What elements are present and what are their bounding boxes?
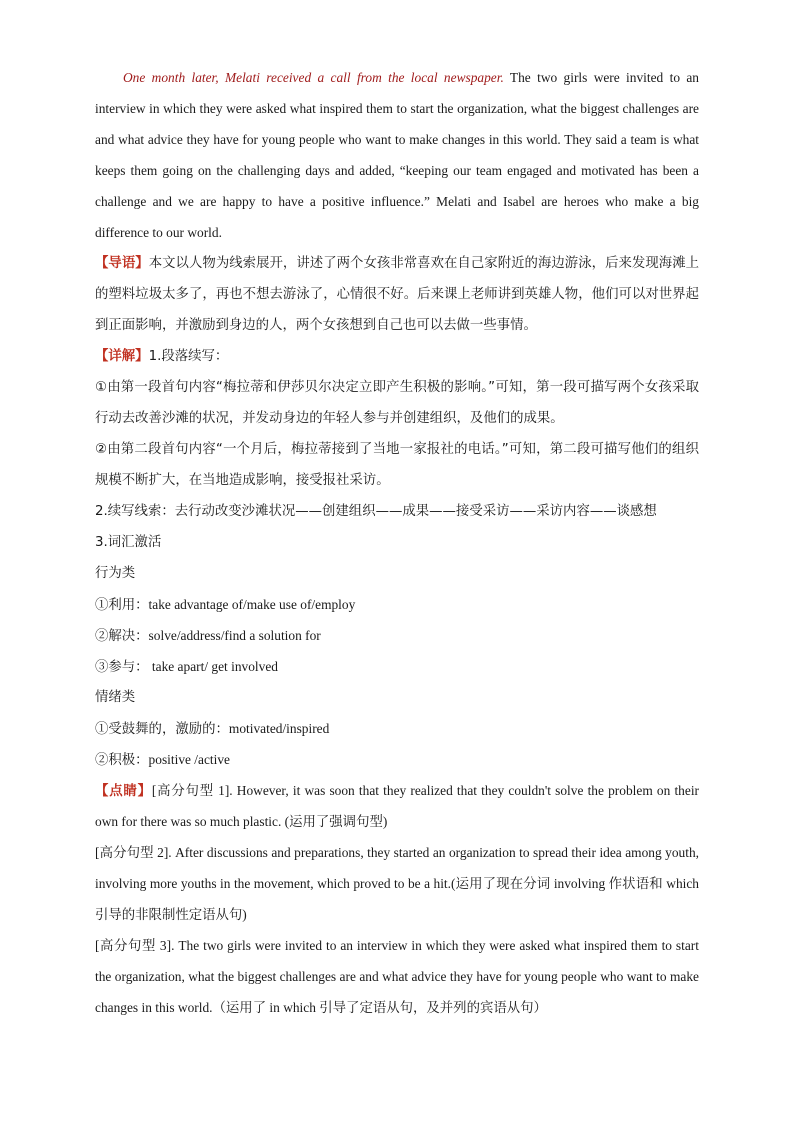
highlight-sentence-1 [95, 775, 699, 837]
continuation-clue: 2.续写线索：去行动改变沙滩状况——创建组织——成果——接受采访——采访内容——谈感想 [95, 504, 657, 519]
detail-label: 【详解】 [95, 349, 149, 364]
detail-heading-line [95, 341, 699, 372]
emotion-item: ②积极：positive /active [95, 752, 230, 767]
given-opening-sentence: One month later, Melati received a call from the local newspaper. [123, 70, 504, 85]
guide-paragraph [95, 248, 699, 341]
highlight-sentence-3: [高分句型 3]. The two girls were invited to an interview in which they were asked what inspired them to start the organization, what the biggest challenges are and what advice they have for young people who want to make changes in this world.（运用了 in which 引导了定语从句，及并列的宾语从句） [95, 938, 699, 1015]
detail-point-2: ②由第二段首句内容“一个月后，梅拉蒂接到了当地一家报社的电话。”可知，第二段可描写他们的组织规模不断扩大，在当地造成影响，接受报社采访。 [95, 442, 699, 488]
vocab-heading: 3.词汇激活 [95, 535, 162, 550]
guide-label: 【导语】 [95, 256, 149, 271]
highlight-sentence-1-text: [高分句型 1]. However, it was soon that they realized that they couldn't solve the problem on their own for there was so much plastic. (运用了强调句型) [95, 783, 699, 829]
detail-heading: 1.段落续写： [148, 349, 229, 364]
behavior-item: ①利用：take advantage of/make use of/employ [95, 597, 356, 612]
document-page [95, 62, 699, 1023]
behavior-heading: 行为类 [95, 566, 136, 581]
detail-point-1: ①由第一段首句内容“梅拉蒂和伊莎贝尔决定立即产生积极的影响。”可知，第一段可描写两个女孩采取行动去改善沙滩的状况，并发动身边的年轻人参与并创建组织，及他们的成果。 [95, 380, 699, 426]
story-paragraph [95, 62, 699, 248]
behavior-item: ②解决：solve/address/find a solution for [95, 628, 321, 643]
guide-text: 本文以人物为线索展开，讲述了两个女孩非常喜欢在自己家附近的海边游泳，后来发现海滩上的塑料垃圾太多了，再也不想去游泳了，心情很不好。后来课上老师讲到英雄人物，他们可以对世界起到正面影响，并激励到身边的人，两个女孩想到自己也可以去做一些事情。 [95, 256, 700, 333]
story-paragraph-text: The two girls were invited to an interview in which they were asked what inspired them to start the organization, what the biggest challenges are and what advice they have for young people who want to make changes in this world. They said a team is what keeps them going on the challenging days and added, “keeping our team engaged and motivated has been a challenge and we are happy to have a positive influence.” Melati and Isabel are heroes who make a big difference to our world. [95, 70, 699, 240]
emotion-heading: 情绪类 [95, 690, 136, 705]
highlights-label: 【点睛】 [95, 783, 152, 798]
emotion-item: ①受鼓舞的，激励的：motivated/inspired [95, 721, 330, 736]
behavior-item: ③参与： take apart/ get involved [95, 659, 278, 674]
highlight-sentence-2: [高分句型 2]. After discussions and preparations, they started an organization to spread their idea among youth, involving more youths in the movement, which proved to be a hit.(运用了现在分词 involving 作状语和 which 引导的非限制性定语从句) [95, 845, 699, 922]
